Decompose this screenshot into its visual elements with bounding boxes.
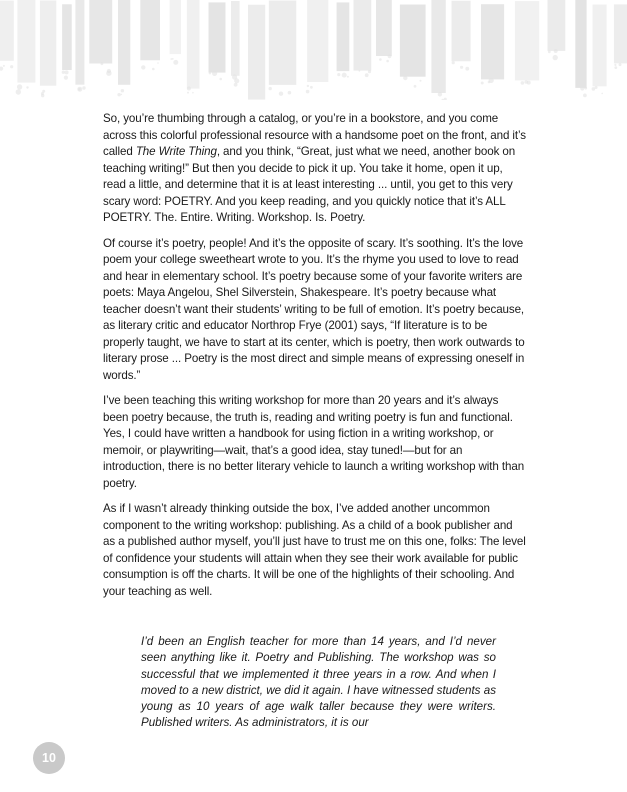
texture-speckle <box>580 86 584 90</box>
texture-speckle <box>141 65 145 69</box>
texture-speckle <box>121 89 124 92</box>
texture-speckle <box>619 63 622 66</box>
texture-speckle <box>209 72 211 74</box>
texture-stripe <box>269 1 297 85</box>
texture-speckle <box>3 65 5 67</box>
texture-speckle <box>172 58 174 60</box>
texture-speckle <box>368 70 371 73</box>
paragraph-3: I’ve been teaching this writing workshop for more than 20 years and it’s always been poetry because, the truth is, reading and writing poetry is fun and functional. Yes, I could have written a handbook for using fiction in a writing workshop, or memoir, or playwriting—wait, that’s a good idea, stay tuned!—but for an introduction, there is no better literary vehicle to launch a writing workshop with than poetry. <box>103 394 525 490</box>
paragraph-1: So, you’re thumbing through a catalog, or you’re in a bookstore, and you come across this colorful professional resource with a handsome poet on the front, and it’s called The Write Thing, and you think, “Great, just what we need, another book on teaching writing!” But then you decide to pick it up. You take it home, open it up, read a little, and determine that it is at least interesting ... until, you get to this very scary word: POETRY. And you keep reading, and you quickly notice that it’s ALL POETRY. The. Entire. Writing. Workshop. Is. Poetry. <box>103 112 526 224</box>
texture-speckle <box>212 71 217 76</box>
texture-speckle <box>337 73 340 76</box>
texture-stripe <box>400 5 426 77</box>
texture-stripe <box>593 5 607 87</box>
texture-speckle <box>379 58 382 61</box>
texture-speckle <box>452 61 455 64</box>
testimonial-quote: I’d been an English teacher for more than 14 years, and I’d never seen anything like it. Poetry and Publishing. The workshop was so successful that we implemented it three years in a row. And when I moved to a new district, we did it again. I have witnessed students as young as 10 years of age walk taller because they were writers. Published writers. As administrators, it is our <box>141 635 496 730</box>
texture-stripe <box>481 4 504 79</box>
texture-speckle <box>592 87 596 91</box>
texture-speckle <box>548 50 551 53</box>
texture-speckle <box>521 81 525 85</box>
texture-speckle <box>82 86 85 89</box>
texture-stripe <box>614 4 627 63</box>
texture-stripe <box>231 1 240 76</box>
texture-speckle <box>420 80 422 82</box>
texture-speckle <box>269 87 272 90</box>
texture-speckle <box>64 76 68 80</box>
texture-speckle <box>117 93 120 96</box>
texture-speckle <box>107 69 111 73</box>
texture-speckle <box>527 81 531 85</box>
texture-speckle <box>157 62 159 64</box>
texture-speckle <box>279 92 283 96</box>
texture-speckle <box>219 78 222 81</box>
paragraph-4: As if I wasn’t already thinking outside the box, I’ve added another uncommon component to the writing workshop: publishing. As a child of a book publisher and as a published author myself, you’ll just have to trust me on this one, folks: The level of confidence your students will attain when they see their work available for public consumption is off the charts. It will be one of the highlights of their schooling. And your teaching as well. <box>103 502 526 598</box>
texture-stripe <box>170 0 181 54</box>
texture-speckle <box>62 71 65 74</box>
texture-stripe <box>140 0 160 60</box>
texture-speckle <box>481 82 484 85</box>
texture-speckle <box>192 92 194 94</box>
texture-speckle <box>152 68 155 71</box>
texture-speckle <box>26 86 28 88</box>
texture-speckle <box>359 70 361 72</box>
texture-stripe <box>62 4 72 70</box>
texture-speckle <box>65 70 69 74</box>
texture-speckle <box>441 99 444 100</box>
texture-speckle <box>583 94 587 98</box>
book-title: The Write Thing <box>135 145 217 158</box>
texture-speckle <box>0 67 3 71</box>
texture-stripe <box>75 0 84 85</box>
texture-speckle <box>388 54 392 58</box>
texture-stripe <box>0 1 14 61</box>
page-number-badge: 10 <box>33 742 65 774</box>
texture-speckle <box>614 64 616 66</box>
texture-speckle <box>234 78 239 83</box>
texture-speckle <box>310 86 313 89</box>
texture-stripe <box>89 0 112 63</box>
texture-stripe <box>515 1 539 80</box>
texture-speckle <box>488 81 491 84</box>
texture-stripe <box>209 2 226 72</box>
texture-stripe <box>452 1 471 62</box>
texture-speckle <box>438 92 442 96</box>
texture-speckle <box>584 87 587 90</box>
texture-speckle <box>10 65 13 68</box>
texture-speckle <box>16 89 21 94</box>
texture-speckle <box>101 62 104 65</box>
header-texture <box>0 0 627 100</box>
texture-stripe <box>337 2 350 71</box>
texture-stripe <box>431 0 445 93</box>
texture-speckle <box>234 83 238 87</box>
texture-speckle <box>386 60 389 63</box>
texture-stripe <box>187 0 200 89</box>
texture-speckle <box>41 92 44 95</box>
texture-speckle <box>403 76 407 80</box>
texture-speckle <box>78 88 81 91</box>
texture-speckle <box>187 87 191 91</box>
texture-speckle <box>614 66 617 69</box>
paragraph-2: Of course it’s poetry, people! And it’s the opposite of scary. It’s soothing. It’s the love poem your college sweetheart wrote to you. It’s the rhyme you used to love to read and hear in elementary school. It’s poetry because some of your favorite writers are poets: Maya Angelou, Shel Silverstein, Shakespeare. It’s poetry because what teacher doesn’t want their students’ writing to be full of emotion. It’s poetry because, as literary critic and educator Northrop Frye (2001) says, “If literature is to be properly taught, we have to start at its center, which is poetry, then work outwards to literary prose ... Poetry is the most direct and simple means of expressing oneself in words.” <box>103 236 525 382</box>
texture-speckle <box>465 67 469 71</box>
texture-stripe <box>548 0 566 51</box>
texture-speckle <box>342 73 347 78</box>
texture-stripe <box>354 0 372 71</box>
texture-stripe <box>17 0 35 83</box>
texture-speckle <box>173 60 178 65</box>
decorative-header-band <box>0 0 627 100</box>
texture-speckle <box>365 73 369 77</box>
texture-speckle <box>306 90 310 94</box>
texture-stripe <box>40 1 56 86</box>
texture-speckle <box>17 84 22 89</box>
texture-speckle <box>554 49 558 53</box>
body-text <box>103 111 526 609</box>
texture-stripe <box>118 0 130 85</box>
texture-stripe <box>248 5 265 100</box>
texture-speckle <box>414 85 417 88</box>
texture-speckle <box>601 93 603 95</box>
texture-speckle <box>347 76 349 78</box>
texture-speckle <box>553 55 558 60</box>
texture-stripe <box>307 0 328 82</box>
texture-speckle <box>444 98 447 100</box>
texture-speckle <box>288 91 292 95</box>
texture-speckle <box>460 66 463 69</box>
texture-speckle <box>187 92 189 94</box>
texture-stripe <box>575 0 586 88</box>
texture-stripe <box>376 0 392 56</box>
texture-speckle <box>307 85 309 87</box>
